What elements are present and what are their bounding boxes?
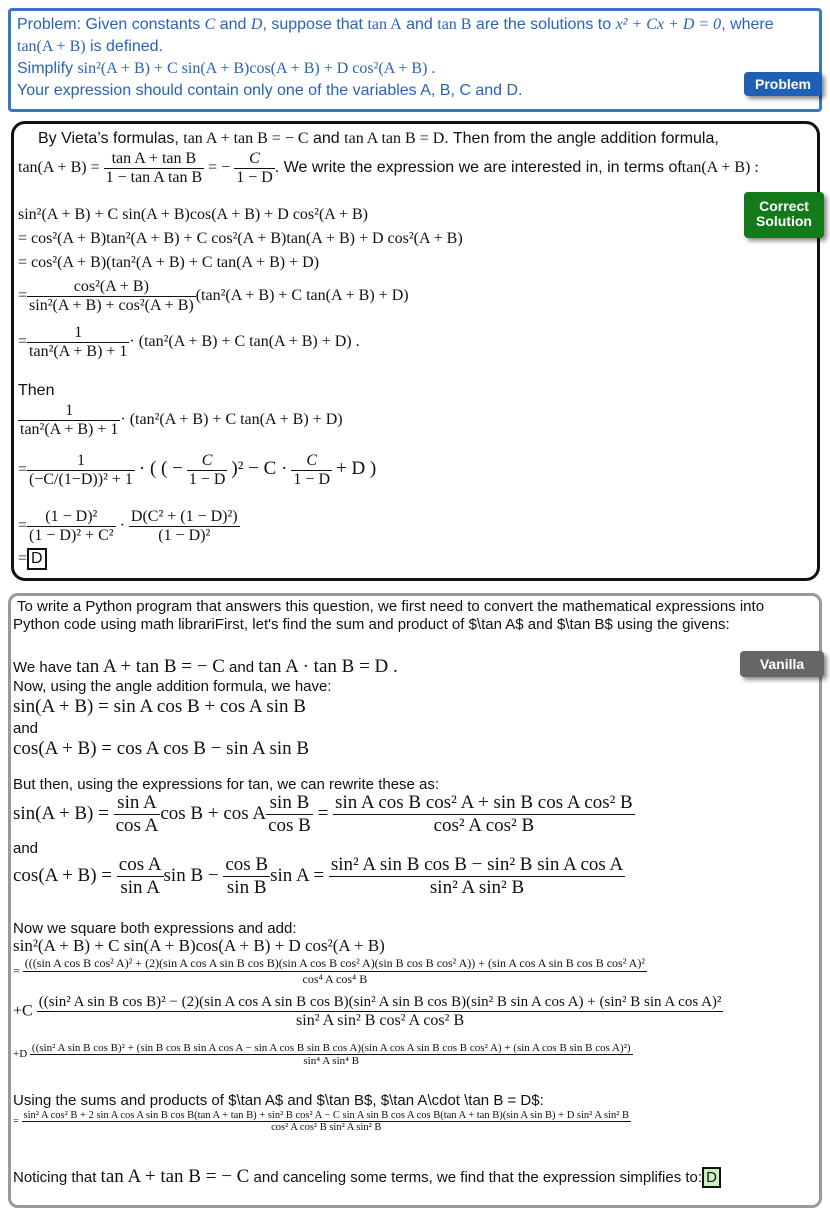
tan-sum-fraction: $\frac{\text{tan A + tan B}}{\text{1 − tan A tan B}}$ [105,150,203,186]
then-line-3: = $\frac{\text{(1 − D)²}}{\text{(1 − D)² + C²}}$ · $\frac{\text{D(C² + (1 − D)²)}}{\text{(1 − D)²}}$ [18,508,238,544]
square-term-3: +D ((sin² A sin B cos B)² + (sin B cos B sin A cos A − sin A cos B sin B cos A)(sin A cos A sin B cos B cos² A) + (sin A cos B sin B cos A)²) sin⁴ A sin⁴ B [13,1042,631,1067]
and-label-2: and [13,840,39,857]
square-term-1: = (((sin A cos B cos² A)² + (2)(sin A cos A sin B cos B)(sin A cos B cos² A)(sin B cos B cos² A)) + (sin A cos A sin B cos B cos² A)² cos⁴ A cos⁴ B [13,956,645,986]
expr-line-4: = $\frac{\text{cos²(A + B)}}{\text{sin²(A + B) + cos²(A + B)}}$ (tan²(A + B) + C tan(A + B) + D) [18,278,409,314]
intro-line-2: Python code using math librariFirst, let's find the sum and product of $\tan A$ and $\tan B$ using the givens: [13,616,730,633]
problem-line-3: Simplify sin²(A + B) + C sin(A + B)cos(A + B) + D cos²(A + B) . [17,60,436,77]
vieta-line: By Vieta’s formulas, tan A + tan B = − C and tan A tan B = D. Then from the angle addition formula, [38,130,719,147]
conclusion-line: Noticing that tan A + tan B = − C and canceling some terms, we find that the expression simplifies to: D [13,1166,721,1188]
problem-panel [8,8,822,112]
problem-line-2: tan(A + B) is defined. [17,38,163,55]
have-line: We have tan A + tan B = − C and tan A · tan B = D . [13,656,398,677]
angle-addition-line: Now, using the angle addition formula, we have: [13,678,332,695]
sums-products-line: Using the sums and products of $\tan A$ and $\tan B$, $\tan A\cdot \tan B = D$: [13,1092,544,1109]
correct-solution-tag: Correct Solution [744,192,824,238]
cos-rewrite: cos(A + B) = $\frac{\text{cos A}}{\text{sin A}}$ sin B − $\frac{\text{cos B}}{\text{sin B}}$ sin A = $\frac{\text{sin² A sin B cos B − sin² B sin A cos A}}{\text{sin² A sin² B}}$ [13,854,624,898]
square-term-2: +C ((sin² A sin B cos B)² − (2)(sin A cos A sin B cos B)(sin² A sin B cos B)(sin² B sin A cos A) + (sin² B sin A cos A)² sin² A sin² B cos² A cos² B [13,994,722,1029]
problem-line-1: Problem: Given constants C and D, suppose that tan A and tan B are the solutions to x² + Cx + D = 0, where [17,16,774,33]
final-answer-box: D [27,548,47,570]
correct-solution-panel [11,121,820,581]
sin-sum-line: sin(A + B) = sin A cos B + cos A sin B [13,696,306,717]
expr-line-2: = cos²(A + B)tan²(A + B) + C cos²(A + B)tan(A + B) + D cos²(A + B) [18,230,463,247]
cos-sum-line: cos(A + B) = cos A cos B − sin A sin B [13,738,310,759]
and-label-1: and [13,720,39,737]
c-over-1-minus-d: $\frac{C}{1 - D}$ [236,150,273,186]
sin-rewrite: sin(A + B) = $\frac{\text{sin A}}{\text{cos A}}$ cos B + cos A $\frac{\text{sin B}}{\text{cos B}}$ = $\frac{\text{sin A cos B cos² A + sin B cos A cos² B}}{\text{cos² A cos² B}}$ [13,792,633,836]
problem-tag: Problem [744,72,822,96]
vanilla-answer-box: D [702,1167,721,1188]
rewrite-line: But then, using the expressions for tan, we can rewrite these as: [13,776,440,793]
square-line: Now we square both expressions and add: [13,920,297,937]
expr-line-3: = cos²(A + B)(tan²(A + B) + C tan(A + B) + D) [18,254,320,271]
then-label: Then [18,382,55,399]
vanilla-panel [8,593,822,1208]
final-answer-line: = D [18,548,47,570]
substituted-expr: = sin² A cos² B + 2 sin A cos A sin B cos B(tan A + tan B) + sin² B cos² A − C sin A sin B cos A cos B(tan A + tan B)(sin A sin B) + D sin² A sin² B cos² A cos² B sin² A sin² B [13,1110,630,1133]
expr-line-5: = $\frac{1}{\text{tan²(A + B) + 1}}$ · (tan²(A + B) + C tan(A + B) + D) . [18,324,360,360]
expr-line-1: sin²(A + B) + C sin(A + B)cos(A + B) + D cos²(A + B) [18,206,368,223]
problem-line-4: Your expression should contain only one of the variables A, B, C and D. [17,82,523,99]
intro-line-1: To write a Python program that answers this question, we first need to convert the mathematical expressions into [17,598,765,615]
then-line-2: = $\frac{1}{\text{(−C/(1−D))² + 1}}$ · ( ( − $\frac{C}{1 - D}$ )² − C · $\frac{C}{1 - D}$ + D ) [18,452,377,488]
then-line-1: $\frac{1}{\text{tan²(A + B) + 1}}$ · (tan²(A + B) + C tan(A + B) + D) [20,402,343,438]
vanilla-tag: Vanilla [740,651,824,677]
tan-sum-line: tan(A + B) = $\frac{\text{tan A + tan B}}{\text{1 − tan A tan B}}$ = − $\frac{C}{1 - D}$ . We write the expression we are interested in, in terms oftan(A + B) : [18,150,759,186]
sum-expr: sin²(A + B) + C sin(A + B)cos(A + B) + D cos²(A + B) [13,936,385,955]
